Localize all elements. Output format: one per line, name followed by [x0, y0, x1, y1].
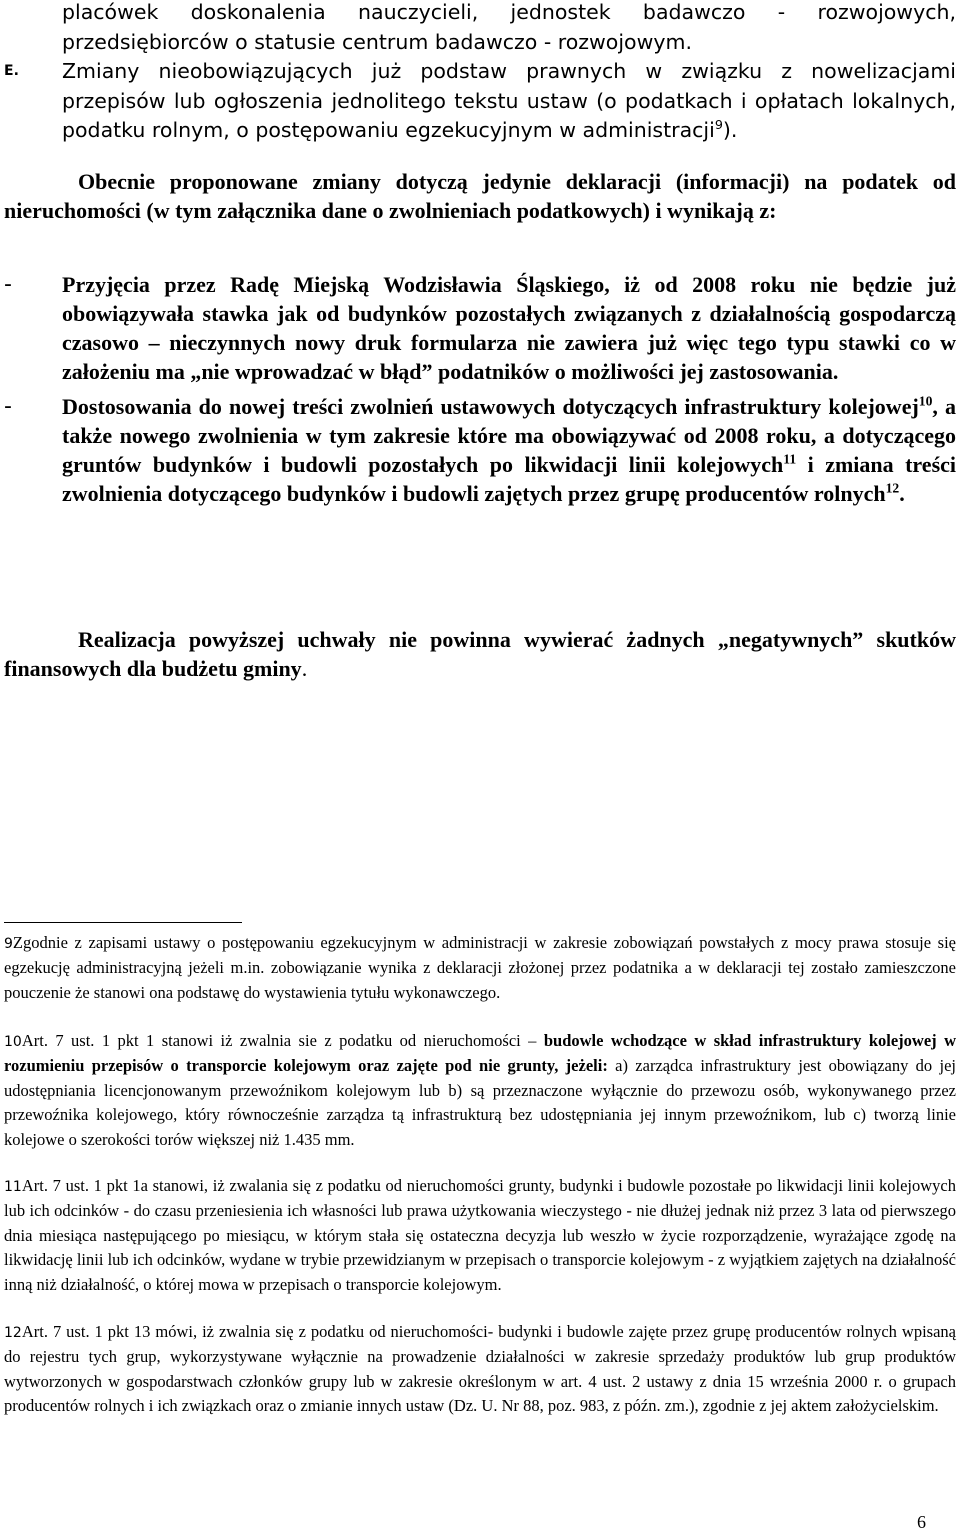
summary-paragraph: Obecnie proponowane zmiany dotyczą jedynie deklaracji (informacji) na podatek od nieruchomości (w tym załącznika dane o zwolnieniach podatkowych) i wynikają z: [4, 169, 956, 223]
footnote-number: 12 [4, 1325, 22, 1341]
page-number: 6 [917, 1512, 926, 1532]
reasons-list [0, 270, 960, 508]
footnote-12 [4, 1320, 956, 1419]
footnote-ref-10[interactable]: 10 [918, 393, 933, 409]
footnote-ref-11[interactable]: 11 [783, 451, 797, 467]
footnote-10: 10Art. 7 ust. 1 pkt 1 stanowi iż zwalnia sie z podatku od nieruchomości – budowle wchodzące w skład infrastruktury kolejowej w rozumieniu przepisów o transporcie kolejowym oraz zajęte pod nie grunty, jeżeli: a) zarządca infrastruktury jest obowiązany do jej udostępniania licencjonowanym przewoźnikom kolejowym lub b) są przeznaczone wyłącznie do przewozu osób, wykonywanego przez przewoźnika kolejowego, który równocześnie zarządza tą infrastrukturą bez udostępniania jej innym przewoźnikom, lub c) tworzą linie kolejowe o szerokości torów większej niż 1.435 mm. [4, 1031, 956, 1149]
footnote-number: 9 [4, 936, 13, 952]
list-item-text: Przyjęcia przez Radę Miejską Wodzisławia Śląskiego, iż od 2008 roku nie będzie już obowiązywała stawka jak od budynków pozostałych związanych z działalnością gospodarczą czasowo – nieczynnych nowy druk formularza nie zawiera już więc tego typu stawki co w założeniu ma „nie wprowadzać w błąd” podatników o możliwości jej zastosowania. [62, 272, 956, 384]
intro-line: placówek doskonalenia nauczycieli, jednostek badawczo - rozwojowych, przedsiębiorców o statusie centrum badawczo - rozwojowym. [62, 0, 956, 54]
footnote-text: Zgodnie z zapisami ustawy o postępowaniu egzekucyjnym w administracji w zakresie zobowiązań powstałych z mocy prawa stosuje się egzekucję administracyjną jeżeli m.in. zobowiązanie wynika z deklaracji złożonej przez podatnika a w deklaracji tej zostało zamieszczone pouczenie że stanowi ona podstawę do wystawienia tytułu wykonawczego. [4, 933, 956, 1002]
item-e-text: Zmiany nieobowiązujących już podstaw prawnych w związku z nowelizacjami przepisów lub ogłoszenia jednolitego tekstu ustaw (o podatkach i opłatach lokalnych, podatku rolnym, o postępowaniu egzekucyjnym w administracji [62, 59, 956, 142]
list-item [0, 270, 956, 386]
footnote-separator [4, 922, 242, 923]
item-e-marker: E. [4, 63, 19, 79]
footnote-text: Art. 7 ust. 1 pkt 13 mówi, iż zwalnia się z podatku od nieruchomości- budynki i budowle zajęte przez grupę producentów rolnych wpisaną do rejestru tych grup, wykorzystywane wyłącznie na prowadzenie działalności w zakresie sprzedaży produktów lub grup produktów wytworzonych w gospodarstwach członków grupy lub w zakresie określonym w art. 4 ust. 2 ustawy z dnia 15 września 2000 r. o grupach producentów rolnych i ich związkach oraz o zmianie innych ustaw (Dz. U. Nr 88, poz. 983, z późn. zm.), zgodnie z jej aktem założycielskim. [4, 1322, 956, 1416]
footnote-number: 10 [4, 1034, 22, 1050]
footnote-text: Art. 7 ust. 1 pkt 1a stanowi, iż zwalania się z podatku od nieruchomości grunty, budynki i budowle pozostałe po likwidacji linii kolejowych lub ich odcinków - do czasu przeniesienia ich własności lub prawa użytkowania wieczystego - nie dłużej jednak niż przez 3 lata od pierwszego dnia miesiąca następującego po miesiącu, w którym stała się ostateczna decyzja lub weszło w życie rozporządzenie, wyrażające zgodę na likwidację linii lub ich odcinków, wydane w trybie przewidzianym w przepisach o transporcie kolejowym - z wyjątkiem zajętych na działalność inną niż działalność, o której mowa w przepisach o transporcie kolejowym. [4, 1176, 956, 1294]
footnote-number: 11 [4, 1179, 22, 1195]
list-item: - Dostosowania do nowej treści zwolnień ustawowych dotyczących infrastruktury kolejowej$^{10}$, a także nowego zwolnienia w tym zakresie które ma obowiązywać od 2008 roku, a dotyczącego gruntów budynków i budowli pozostałych po likwidacji linii kolejowych$^{11}$ i zmiana treści zwolnienia dotyczącego budynków i budowli zajętych przez grupę producentów rolnych$^{12}$. [4, 393, 957, 506]
footnote-9 [4, 931, 956, 1005]
item-e: E. Zmiany nieobowiązujących już podstaw prawnych w związku z nowelizacjami przepisów lub ogłoszenia jednolitego tekstu ustaw (o podatkach i opłatach lokalnych, podatku rolnym, o postępowaniu egzekucyjnym w administracji$^9$). [4, 59, 956, 142]
list-dash: - [4, 272, 12, 297]
footnote-ref-9[interactable]: 9 [714, 117, 723, 133]
intro-continuation [0, 0, 960, 57]
conclusion-paragraph: Realizacja powyższej uchwały nie powinna wywierać żadnych „negatywnych” skutków finansowych dla budżetu gminy. [4, 627, 956, 681]
footnote-11 [4, 1174, 956, 1297]
list-dash: - [4, 394, 12, 419]
footnote-ref-12[interactable]: 12 [885, 480, 900, 496]
